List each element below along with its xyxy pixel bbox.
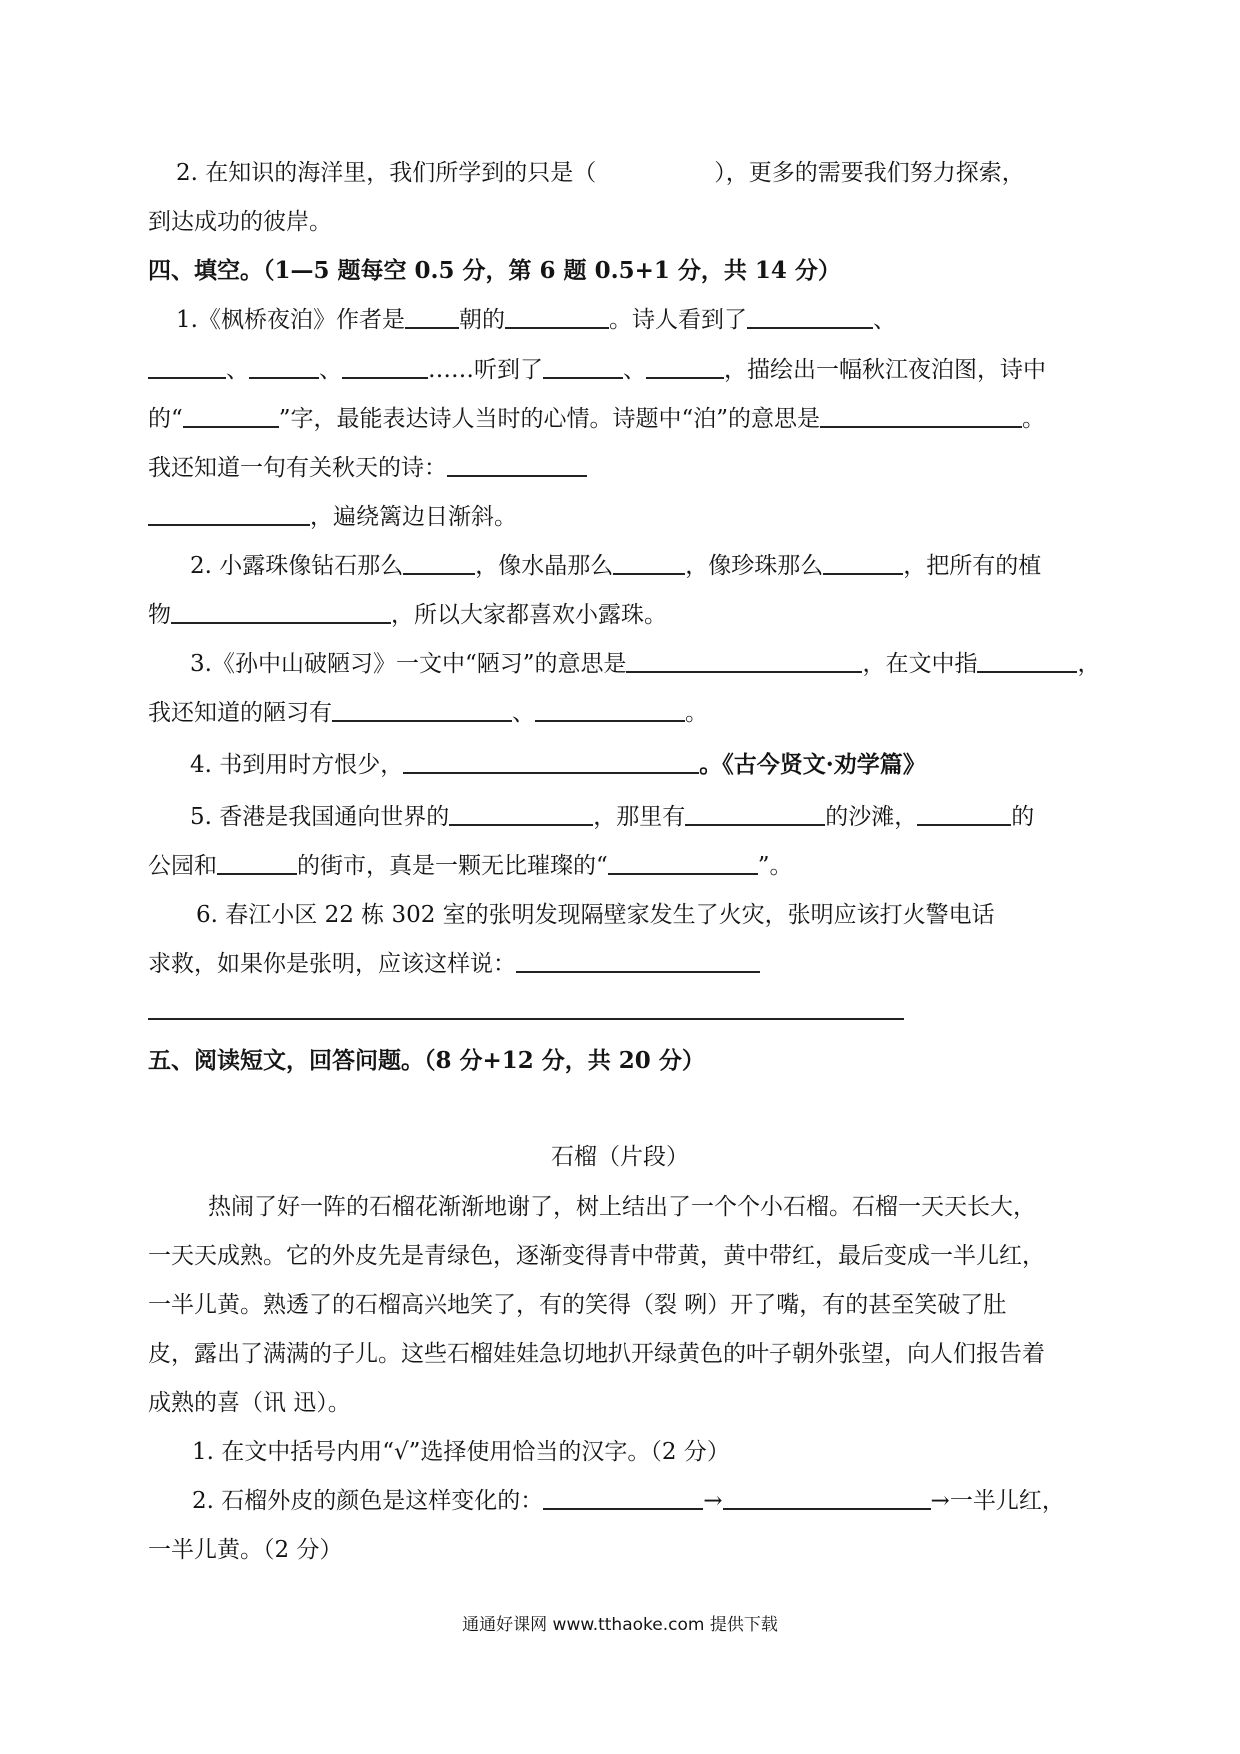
text: ，把所有的植: [903, 553, 1042, 579]
s4-q5-line2: [148, 851, 793, 881]
text: 2. 小露珠像钻石那么: [190, 553, 404, 579]
s4-q1-line1: [176, 305, 896, 335]
section4-heading: 四、填空。（1—5 题每空 0.5 分，第 6 题 0.5+1 分，共 14 分）: [148, 257, 841, 284]
blank-hk-2[interactable]: [685, 802, 825, 826]
text: →一半儿红，: [930, 1488, 1065, 1514]
text: 。: [685, 700, 708, 726]
text: 一半儿黄。（2 分）: [148, 1537, 343, 1563]
blank-louxi-2[interactable]: [535, 698, 685, 722]
text: 。《古今贤文·劝学篇》: [699, 751, 926, 778]
text: 、: [512, 700, 535, 726]
text: 。诗人看到了: [608, 307, 747, 333]
text: 的街市，真是一颗无比璀璨的“: [297, 853, 608, 879]
text: 我还知道的陋习有: [148, 700, 332, 726]
text: ，像珍珠那么: [685, 553, 824, 579]
text: ，那里有: [593, 804, 686, 830]
text: ，在文中指: [862, 651, 978, 677]
s4-q2-line1: [190, 551, 1041, 581]
blank-fire-call-2[interactable]: [148, 1018, 904, 1020]
text: 5. 香港是我国通向世界的: [190, 804, 450, 830]
text: ，描绘出一幅秋江夜泊图，诗中: [724, 357, 1046, 383]
blank-dew-2[interactable]: [613, 551, 685, 575]
blank-saw-4[interactable]: [342, 355, 428, 379]
text: 求救，如果你是张明，应该这样说：: [148, 951, 516, 977]
s4-q6-line2: [148, 949, 760, 979]
text: 、: [319, 357, 342, 383]
blank-color-1[interactable]: [543, 1486, 703, 1510]
s5-q2-line1: [192, 1486, 1065, 1516]
blank-dew-1[interactable]: [403, 551, 475, 575]
text: ），更多的需要我们努力探索，: [714, 160, 1025, 186]
s4-q1-line4: [148, 453, 587, 483]
text: 我还知道一句有关秋天的诗：: [148, 455, 447, 481]
blank-bo-meaning[interactable]: [820, 404, 1022, 428]
text: 物: [148, 602, 171, 628]
text: ”字，最能表达诗人当时的心情。诗题中“泊”的意思是: [278, 406, 821, 432]
text: 。: [1022, 406, 1046, 432]
text: 的“: [148, 406, 183, 432]
text: 1.《枫桥夜泊》作者是: [176, 307, 405, 333]
s4-q2-line2: [148, 600, 667, 630]
q3-item2-line1: [176, 158, 1025, 188]
text: ”。: [757, 853, 793, 879]
text: ……听到了: [428, 357, 543, 383]
blank-keyword[interactable]: [183, 404, 279, 428]
passage-line-1: 热闹了好一阵的石榴花渐渐地谢了，树上结出了一个个小石榴。石榴一天天长大，: [208, 1194, 1036, 1220]
text: 3.《孙中山破陋习》一文中“陋习”的意思是: [190, 651, 627, 677]
text: 4. 书到用时方恨少，: [190, 752, 404, 778]
blank-hk-3[interactable]: [917, 802, 1011, 826]
text: →: [703, 1488, 723, 1514]
text: 2. 在知识的海洋里，我们所学到的只是（: [176, 160, 597, 186]
blank-fire-call-1[interactable]: [516, 949, 760, 973]
text: 、: [623, 357, 646, 383]
passage-line-4: 皮，露出了满满的子儿。这些石榴娃娃急切地扒开绿黄色的叶子朝外张望，向人们报告着: [148, 1341, 1045, 1367]
s4-q4-line: [190, 750, 926, 780]
blank-heard-1[interactable]: [543, 355, 623, 379]
text: 朝的: [458, 307, 505, 333]
s5-q2-line2: [148, 1535, 342, 1565]
passage-line-5: 成熟的喜（讯 迅）。: [148, 1390, 351, 1416]
text: ，像水晶那么: [475, 553, 614, 579]
text: 的沙滩，: [825, 804, 918, 830]
blank-louxi-refers[interactable]: [977, 649, 1077, 673]
blank-louxi-1[interactable]: [332, 698, 512, 722]
s4-q6-line1: [196, 900, 995, 930]
s4-q1-line5: [148, 502, 517, 532]
text: 的: [1011, 804, 1035, 830]
s4-q3-line2: [148, 698, 708, 728]
passage-line-2: 一天天成熟。它的外皮先是青绿色，逐渐变得青中带黄，黄中带红，最后变成一半儿红，: [148, 1243, 1045, 1269]
section5-heading: 五、阅读短文，回答问题。（8 分+12 分，共 20 分）: [148, 1047, 705, 1074]
blank-hk-5[interactable]: [608, 851, 758, 875]
blank-dew-3[interactable]: [823, 551, 903, 575]
text: ，: [1077, 651, 1101, 677]
blank-color-2[interactable]: [723, 1486, 931, 1510]
text: 6. 春江小区 22 栋 302 室的张明发现隔壁家发生了火灾，张明应该打火警电话: [196, 902, 995, 928]
text: 、: [226, 357, 249, 383]
text: 公园和: [148, 853, 217, 879]
s4-q5-line1: [190, 802, 1034, 832]
text: 2. 石榴外皮的颜色是这样变化的：: [192, 1488, 544, 1514]
blank-hk-1[interactable]: [449, 802, 593, 826]
q3-item2-line2: [148, 207, 332, 237]
s4-q1-line2: [148, 355, 1046, 385]
blank-dynasty[interactable]: [405, 305, 459, 329]
blank-saw-1[interactable]: [747, 305, 873, 329]
blank-quote[interactable]: [403, 750, 699, 774]
blank-hk-4[interactable]: [217, 851, 297, 875]
footer-credit: 通通好课网 www.tthaoke.com 提供下载: [462, 1615, 778, 1635]
passage-line-3: 一半儿黄。熟透了的石榴高兴地笑了，有的笑得（裂 咧）开了嘴，有的甚至笑破了肚: [148, 1292, 1007, 1318]
text: 、: [872, 307, 896, 333]
text: ，遍绕篱边日渐斜。: [310, 504, 517, 530]
blank-saw-3[interactable]: [249, 355, 319, 379]
s5-q1-line: 1. 在文中括号内用“√”选择使用恰当的汉字。（2 分）: [192, 1439, 730, 1465]
blank-dew-4[interactable]: [171, 600, 391, 624]
blank-saw-2[interactable]: [148, 355, 226, 379]
blank-author[interactable]: [505, 305, 609, 329]
blank-louxi-meaning[interactable]: [626, 649, 862, 673]
blank-heard-2[interactable]: [646, 355, 724, 379]
text: 到达成功的彼岸。: [148, 209, 332, 235]
s4-q3-line1: [190, 649, 1100, 679]
text: ，所以大家都喜欢小露珠。: [391, 602, 667, 628]
blank-autumn-poem-1[interactable]: [447, 453, 587, 477]
passage-title: 石榴（片段）: [551, 1144, 689, 1170]
s4-q1-line3: [148, 404, 1045, 434]
blank-autumn-poem-2[interactable]: [148, 502, 310, 526]
